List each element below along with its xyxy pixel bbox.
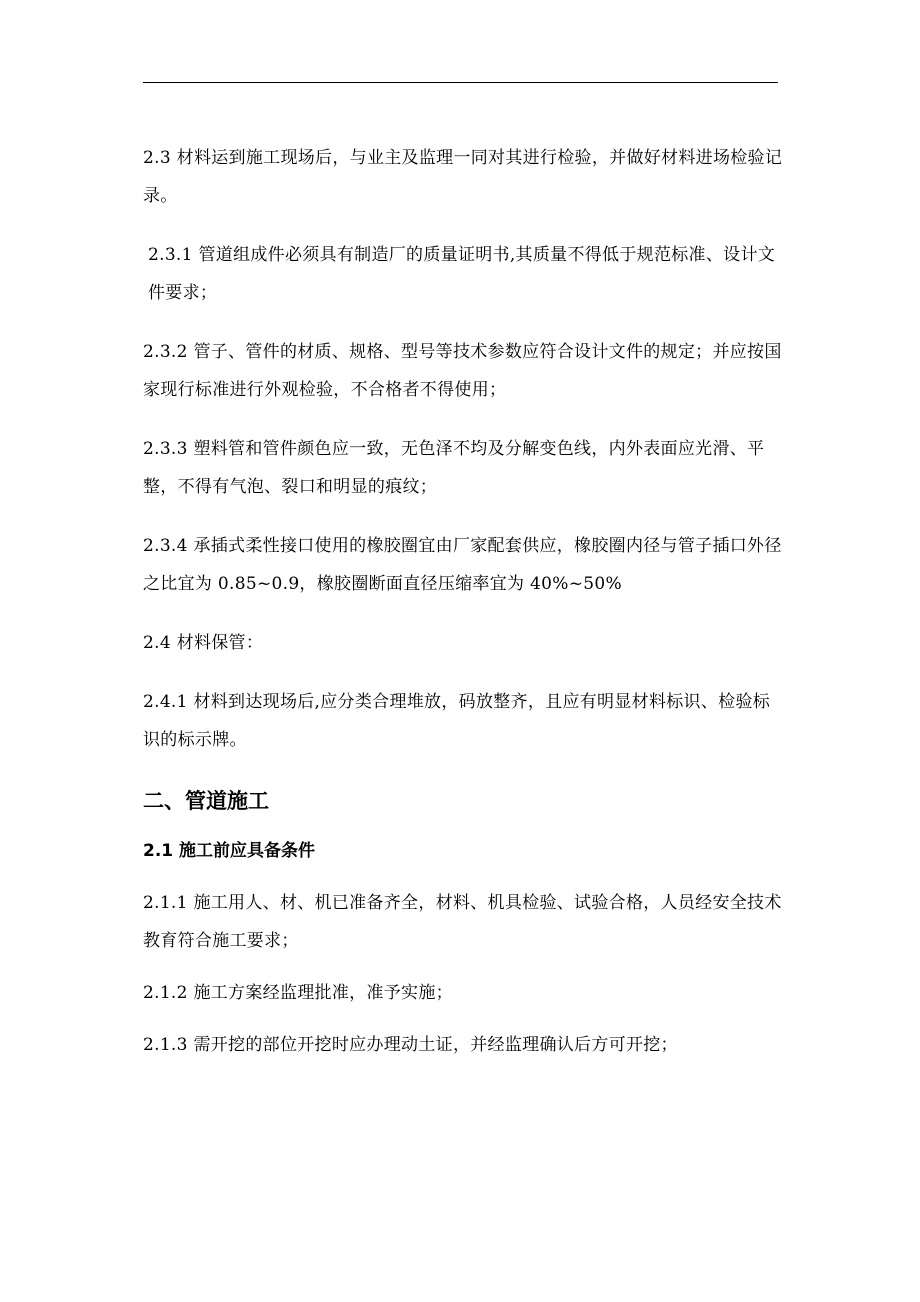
header-rule [143, 82, 778, 83]
paragraph-2-1-3: 2.1.3 需开挖的部位开挖时应办理动土证，并经监理确认后方可开挖； [143, 1035, 678, 1055]
paragraph-2-3-2: 2.3.2 管子、管件的材质、规格、型号等技术参数应符合设计文件的规定；并应按国家现行标准进行外观检验，不合格者不得使用； [143, 342, 782, 400]
paragraph-2-3-3: 2.3.3 塑料管和管件颜色应一致，无色泽不均及分解变色线，内外表面应光滑、平整，不得有气泡、裂口和明显的痕纹； [143, 439, 765, 497]
document-body [143, 139, 783, 1064]
paragraph-2-1-2: 2.1.2 施工方案经监理批准，准予实施； [143, 983, 453, 1003]
paragraph-2-3: 2.3 材料运到施工现场后，与业主及监理一同对其进行检验，并做好材料进场检验记录。 [143, 148, 783, 206]
section-heading: 二、管道施工 [143, 789, 269, 813]
paragraph-2-3-4: 2.3.4 承插式柔性接口使用的橡胶圈宜由厂家配套供应，橡胶圈内径与管子插口外径之比宜为 0.85~0.9，橡胶圈断面直径压缩率宜为 40%~50% [143, 536, 782, 594]
paragraph-2-4: 2.4 材料保管： [143, 633, 264, 653]
paragraph-2-3-1: 2.3.1 管道组成件必须具有制造厂的质量证明书,其质量不得低于规范标准、设计文件要求； [148, 245, 776, 303]
paragraph-2-4-1: 2.4.1 材料到达现场后,应分类合理堆放，码放整齐，且应有明显材料标识、检验标识的标示牌。 [143, 692, 771, 750]
subsection-heading: 2.1 施工前应具备条件 [143, 841, 316, 861]
paragraph-2-1-1: 2.1.1 施工用人、材、机已准备齐全，材料、机具检验、试验合格，人员经安全技术教育符合施工要求； [143, 893, 782, 951]
